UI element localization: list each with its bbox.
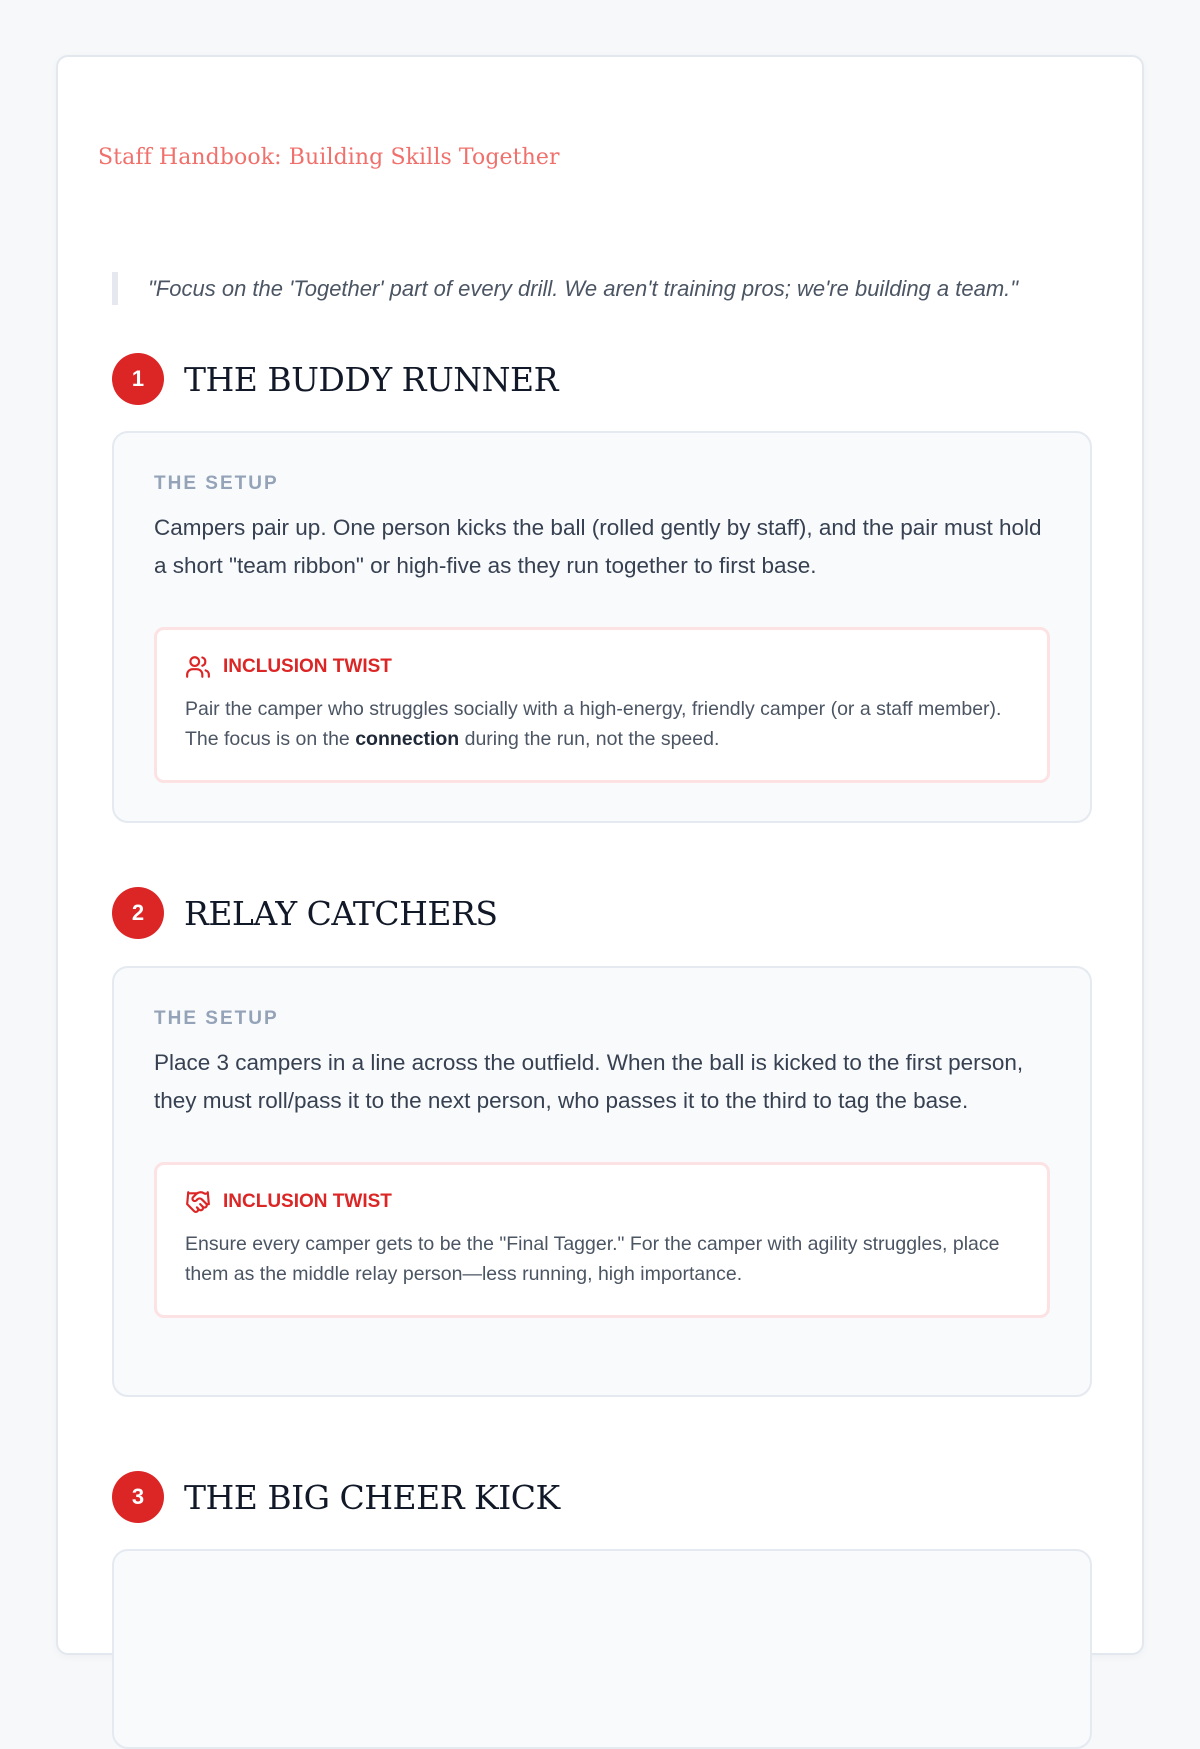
setup-text: Campers pair up. One person kicks the ball (rolled gently by staff), and the pair must hold a short "team ribbon" or high-five as they run together to first base. xyxy=(154,515,1042,578)
drill-header-3 xyxy=(112,1471,560,1523)
drill-card-2 xyxy=(112,966,1092,1397)
drill-title: THE BIG CHEER KICK xyxy=(184,1477,560,1517)
setup-text: Place 3 campers in a line across the outfield. When the ball is kicked to the first person, they must roll/pass it to the next person, who passes it to the third to tag the base. xyxy=(154,1050,1024,1113)
twist-label: INCLUSION TWIST xyxy=(223,656,392,677)
drill-card-1 xyxy=(112,431,1092,823)
twist-label: INCLUSION TWIST xyxy=(223,1191,392,1212)
handshake-icon xyxy=(185,1189,211,1215)
setup-label: THE SETUP xyxy=(154,1008,279,1029)
handbook-title: Staff Handbook: Building Skills Together xyxy=(98,145,560,170)
intro-quote: "Focus on the 'Together' part of every drill. We aren't training pros; we're building a team." xyxy=(112,272,1092,305)
users-icon xyxy=(185,654,211,680)
drill-title: RELAY CATCHERS xyxy=(184,893,498,933)
twist-text: Ensure every camper gets to be the "Final Tagger." For the camper with agility struggles, place them as the middle relay person—less running, high importance. xyxy=(185,1233,1000,1285)
handbook-page xyxy=(56,55,1144,1655)
drill-number-badge: 3 xyxy=(112,1471,164,1523)
drill-title: THE BUDDY RUNNER xyxy=(184,359,558,399)
setup-label: THE SETUP xyxy=(154,473,279,494)
twist-text: Pair the camper who struggles socially with a high-energy, friendly camper (or a staff member). The focus is on the connection during the run, not the speed. xyxy=(185,698,1002,750)
drill-number-badge: 2 xyxy=(112,887,164,939)
drill-card-3 xyxy=(112,1549,1092,1749)
inclusion-twist-box xyxy=(154,627,1050,783)
twist-emphasis: connection xyxy=(355,728,460,750)
drill-header-1 xyxy=(112,353,558,405)
drill-header-2 xyxy=(112,887,497,939)
drill-number-badge: 1 xyxy=(112,353,164,405)
inclusion-twist-box xyxy=(154,1162,1050,1318)
